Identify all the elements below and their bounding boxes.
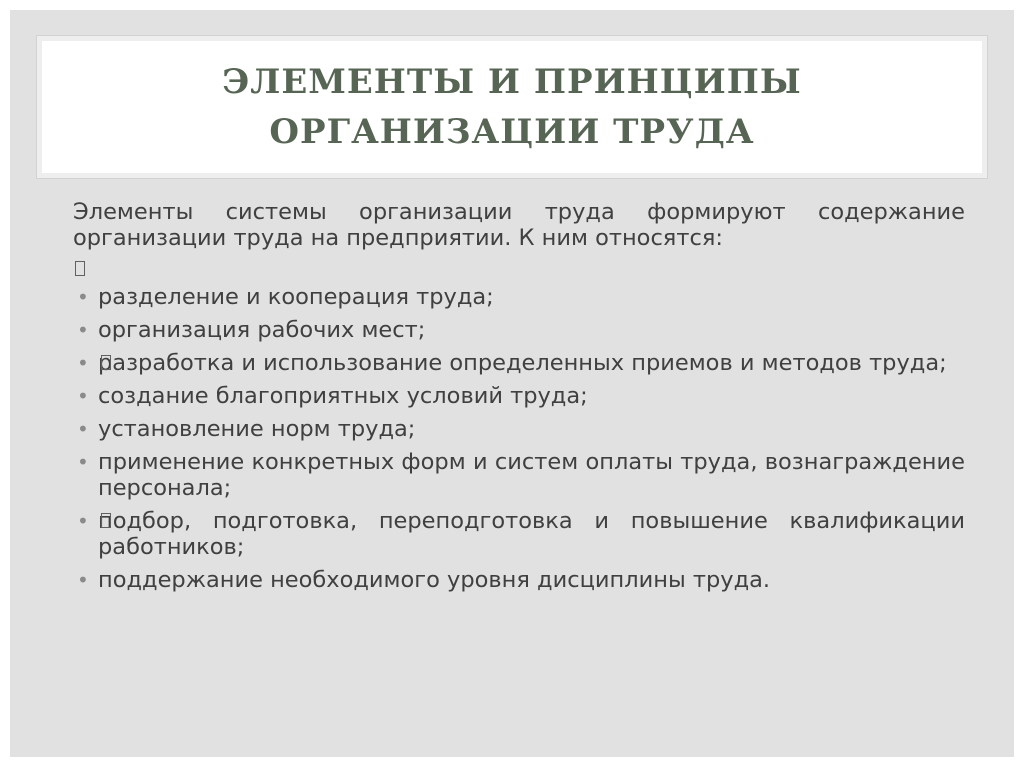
list-item-text: поддержание необходимого уровня дисциплины труда.: [98, 567, 771, 593]
title-box: [42, 41, 982, 173]
list-item-text: разделение и кооперация труда;: [98, 284, 494, 310]
missing-glyph-icon: [101, 513, 111, 528]
bullet-icon: •: [77, 285, 89, 309]
bullet-icon: •: [77, 450, 89, 474]
list-item: [73, 449, 965, 501]
bullet-icon: •: [77, 318, 89, 342]
bullet-icon: •: [77, 568, 89, 592]
title-frame: [36, 35, 988, 179]
list-item-text: установление норм труда;: [98, 416, 416, 442]
bullet-icon: •: [77, 351, 89, 375]
bullet-icon: •: [77, 384, 89, 408]
list-item-text: разработка и использование определенных приемов и методов труда;: [98, 350, 947, 376]
list-item: [73, 508, 965, 560]
list-item: [73, 284, 965, 310]
list-item: [73, 383, 965, 409]
missing-glyph-icon: [101, 355, 111, 370]
list-item: [73, 350, 965, 376]
list-item-text: организация рабочих мест;: [98, 317, 426, 343]
title-line-2: ОРГАНИЗАЦИИ ТРУДА: [269, 112, 755, 152]
list-item-text: подбор, подготовка, переподготовка и повышение квалификации работников;: [98, 508, 965, 560]
slide: [10, 10, 1014, 757]
element-list: [73, 284, 965, 593]
bullet-icon: •: [77, 417, 89, 441]
list-item: [73, 416, 965, 442]
list-item: [73, 567, 965, 593]
slide-title: [222, 57, 802, 157]
title-line-1: ЭЛЕМЕНТЫ И ПРИНЦИПЫ: [222, 62, 802, 102]
bullet-icon: •: [77, 509, 89, 533]
list-item: [73, 317, 965, 343]
intro-paragraph: Элементы системы организации труда формируют содержание организации труда на предприятии. К ним относятся:: [73, 199, 965, 251]
slide-content: [73, 199, 965, 600]
list-item-text: создание благоприятных условий труда;: [98, 383, 588, 409]
missing-glyph-icon: [75, 261, 85, 276]
missing-glyph-line: [73, 254, 965, 284]
list-item-text: применение конкретных форм и систем оплаты труда, вознаграждение персонала;: [98, 449, 965, 501]
